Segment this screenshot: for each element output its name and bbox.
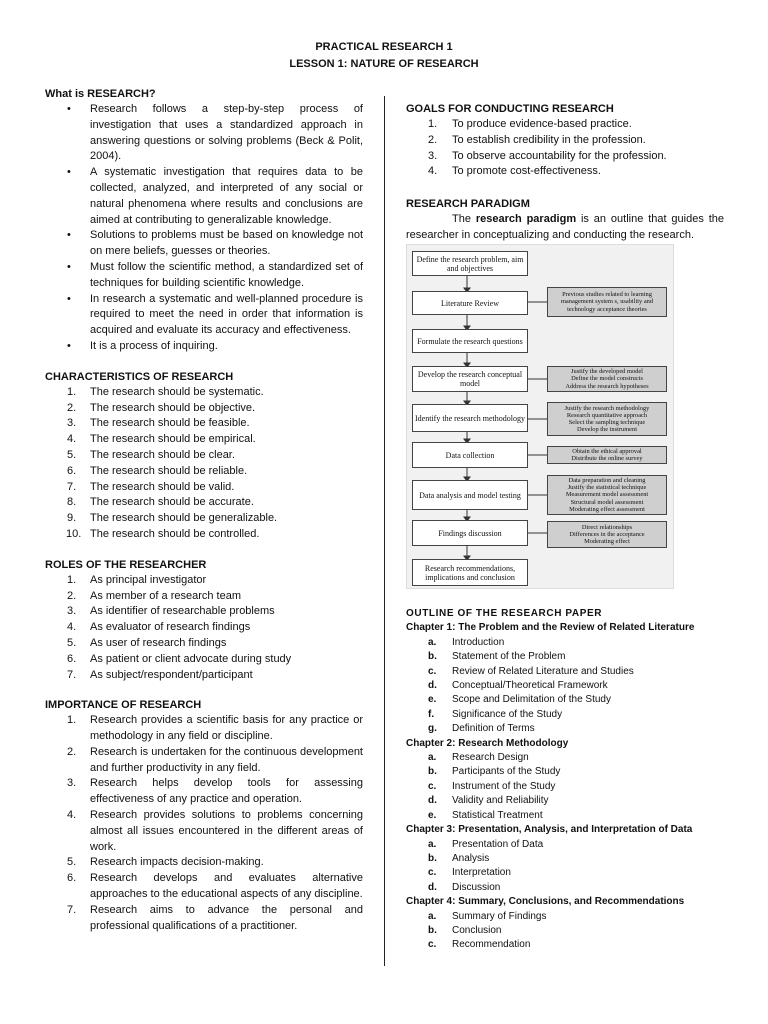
list-item: 2. Research is undertaken for the continuous development and further productivity in any field. (67, 745, 363, 774)
roles-heading: ROLES OF THE RESEARCHER (45, 558, 207, 571)
paradigm-heading: RESEARCH PARADIGM (406, 198, 530, 211)
list-item: 6. The research should be reliable. (67, 464, 248, 477)
page-title: PRACTICAL RESEARCH 1 (315, 41, 453, 53)
chapter-list (406, 910, 724, 953)
list-item: a. Research Design (428, 752, 529, 764)
importance-heading: IMPORTANCE OF RESEARCH (45, 699, 202, 712)
diagram-step: Identify the research methodology (412, 404, 528, 432)
list-item: • Research follows a step-by-step process of investigation that uses a standardized approach in answering questions or solving problems (Beck & Polit, 2004). (45, 102, 363, 165)
list-item: 2. The research should be objective. (67, 401, 256, 414)
list-item: b. Conclusion (428, 924, 502, 936)
list-item: 7. As subject/respondent/participant (67, 668, 253, 681)
list-item: b. Participants of the Study (428, 766, 561, 778)
list-item: d. Validity and Reliability (428, 795, 549, 807)
research-paper-outline (406, 607, 724, 953)
roles-list (45, 573, 363, 684)
list-item: a. Presentation of Data (428, 838, 544, 850)
list-item: 3. To observe accountability for the profession. (428, 149, 667, 162)
list-item: 7. The research should be valid. (67, 480, 235, 493)
list-item: • In research a systematic and well-planned procedure is required to meet the need in order that information is acquired and evaluate its accuracy and effectiveness. (45, 292, 363, 339)
diagram-step: Define the research problem, aim and objectives (412, 251, 528, 276)
list-item: 3. Research helps develop tools for assessing effectiveness of any practice and operation. (67, 777, 363, 806)
list-item: 3. The research should be feasible. (67, 417, 250, 430)
list-item: c. Interpretation (428, 867, 511, 879)
list-item: 1. As principal investigator (67, 573, 207, 586)
diagram-note: Justify the research methodology Research quantitative approach Select the sampling technique Develop the instrument (547, 402, 667, 436)
diagram-step: Develop the research conceptual model (412, 366, 528, 392)
list-item: 4. The research should be empirical. (67, 433, 256, 446)
what-is-list (45, 102, 363, 355)
list-item: c. Review of Related Literature and Studies (428, 665, 634, 677)
diagram-step: Data analysis and model testing (412, 480, 528, 510)
list-item: 4. As evaluator of research findings (67, 621, 251, 634)
research-paradigm-diagram (406, 244, 674, 589)
list-item: d. Conceptual/Theoretical Framework (428, 680, 608, 692)
list-item: 10. The research should be controlled. (66, 527, 260, 540)
diagram-note: Data preparation and cleaning Justify the statistical technique Measurement model assessment Structural model assessment Moderating effect assessment (547, 475, 667, 515)
list-item: a. Summary of Findings (428, 910, 547, 922)
chapter-title: Chapter 2: Research Methodology (406, 737, 569, 749)
list-item: 2. As member of a research team (67, 589, 242, 602)
chapter-list (406, 636, 724, 737)
list-item: 7. Research aims to advance the personal and professional qualifications of a practitioner. (67, 903, 363, 932)
outline-title: OUTLINE OF THE RESEARCH PAPER (406, 608, 603, 619)
diagram-note: Justify the developed model Define the model constructs Address the research hypotheses (547, 366, 667, 392)
characteristics-list (45, 385, 363, 543)
list-item: 4. To promote cost-effectiveness. (428, 165, 601, 178)
goals-list (406, 117, 724, 180)
left-column (45, 86, 363, 934)
diagram-step: Research recommendations, implications and conclusion (412, 559, 528, 586)
list-item: 6. Research develops and evaluates alternative approaches to the educational aspects of any discipline. (67, 872, 363, 901)
list-item: • A systematic investigation that requires data to be collected, analyzed, and interpreted of any social or natural phenomena where results and conclusions are aimed at contributing to generalizable knowledge. (45, 165, 363, 228)
chapter-list (406, 751, 724, 823)
right-column (406, 101, 724, 244)
diagram-step: Findings discussion (412, 520, 528, 546)
what-is-heading: What is RESEARCH? (45, 88, 156, 100)
list-item: • Must follow the scientific method, a standardized set of techniques for building scientific knowledge. (45, 260, 363, 292)
list-item: 4. Research provides solutions to problems concerning almost all issues encountered in the different areas of work. (67, 809, 363, 853)
importance-list (45, 713, 363, 934)
chapter-title: Chapter 1: The Problem and the Review of Related Literature (406, 622, 695, 634)
list-item: c. Recommendation (428, 939, 531, 951)
list-item: f. Significance of the Study (428, 708, 563, 720)
list-item: • It is a process of inquiring. (45, 339, 363, 355)
diagram-note: Obtain the ethical approval Distribute the online survey (547, 446, 667, 464)
list-item: g. Definition of Terms (428, 723, 535, 735)
diagram-note: Previous studies related to learning management system s, usability and technology acceptance theories (547, 287, 667, 317)
list-item: d. Discussion (428, 881, 501, 893)
diagram-step: Data collection (412, 442, 528, 468)
list-item: 6. As patient or client advocate during study (67, 652, 292, 665)
list-item: 5. As user of research findings (67, 636, 227, 649)
list-item: 5. Research impacts decision-making. (67, 856, 264, 869)
list-item: 8. The research should be accurate. (67, 496, 254, 509)
list-item: e. Statistical Treatment (428, 809, 543, 821)
list-item: c. Instrument of the Study (428, 780, 556, 792)
list-item: 9. The research should be generalizable. (67, 512, 278, 525)
page-header (0, 39, 768, 73)
chapter-title: Chapter 3: Presentation, Analysis, and Interpretation of Data (406, 824, 693, 836)
diagram-note: Direct relationships Differences in the acceptance Moderating effect (547, 521, 667, 548)
list-item: 1. To produce evidence-based practice. (428, 118, 632, 130)
list-item: b. Statement of the Problem (428, 651, 566, 663)
diagram-step: Formulate the research questions (412, 329, 528, 353)
characteristics-heading: CHARACTERISTICS OF RESEARCH (45, 370, 234, 383)
diagram-step: Literature Review (412, 291, 528, 315)
list-item: 1. The research should be systematic. (67, 385, 264, 398)
list-item: • Solutions to problems must be based on knowledge not on mere beliefs, guesses or theories. (45, 228, 363, 260)
chapter-list (406, 838, 724, 896)
page-subtitle: LESSON 1: NATURE OF RESEARCH (289, 58, 479, 70)
list-item: 1. Research provides a scientific basis for any practice or methodology in any field or discipline. (67, 714, 363, 743)
paradigm-text: The research paradigm is an outline that guides the researcher in conceptualizing and conducting the research. (406, 213, 725, 241)
list-item: a. Introduction (428, 636, 505, 648)
goals-heading: GOALS FOR CONDUCTING RESEARCH (406, 103, 614, 115)
list-item: 5. The research should be clear. (67, 448, 235, 461)
list-item: 2. To establish credibility in the profession. (428, 133, 646, 146)
list-item: e. Scope and Delimitation of the Study (428, 694, 611, 706)
column-divider (384, 96, 385, 966)
chapter-title: Chapter 4: Summary, Conclusions, and Recommendations (406, 896, 685, 908)
list-item: 3. As identifier of researchable problems (67, 605, 275, 618)
list-item: b. Analysis (428, 852, 490, 864)
